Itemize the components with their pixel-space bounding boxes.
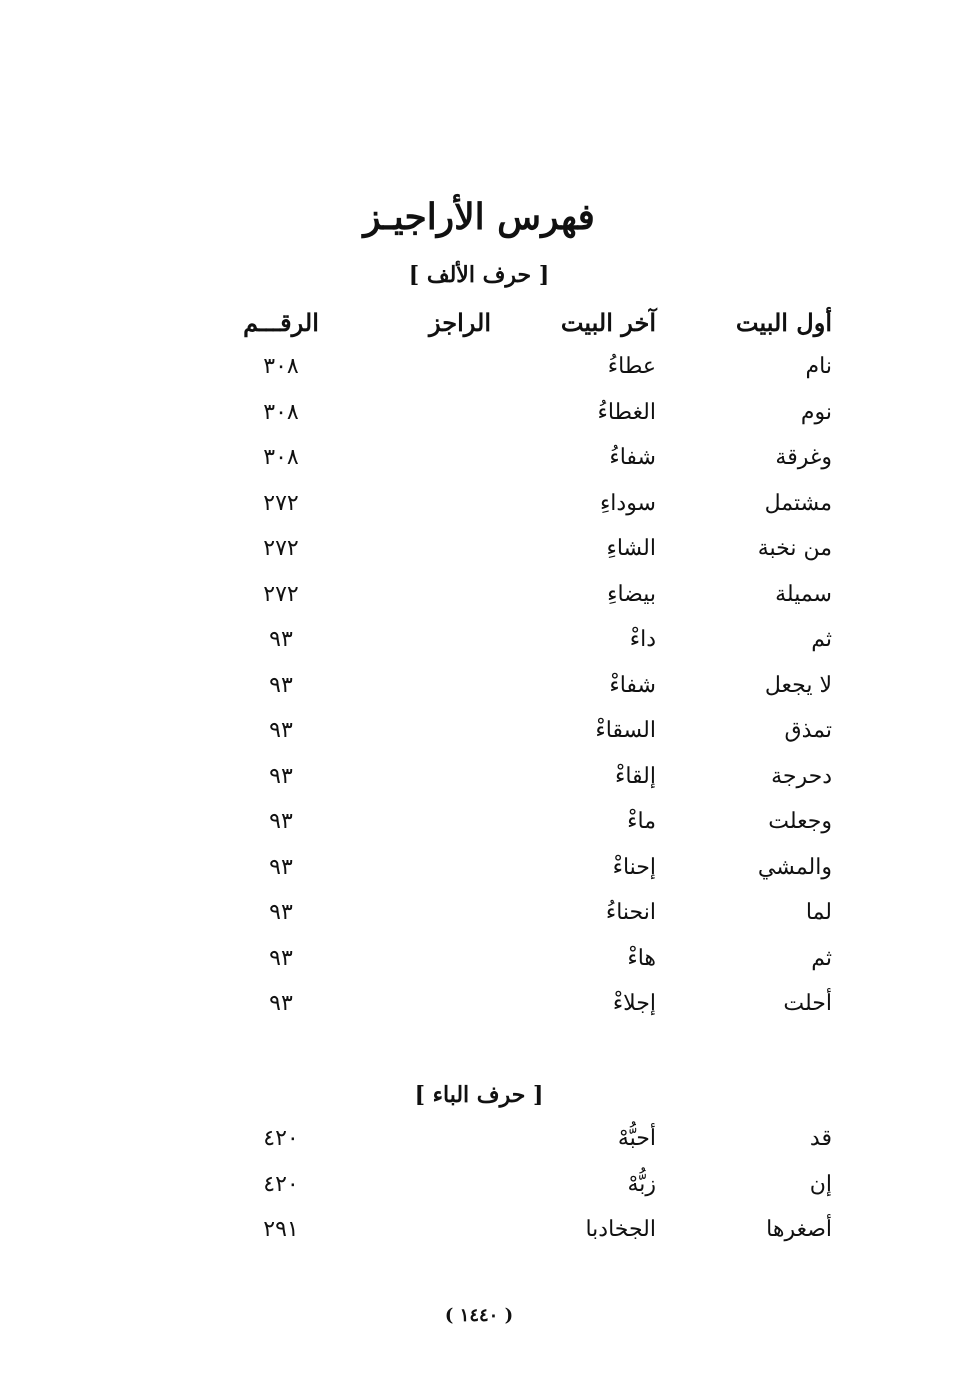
number-cell: ٩٣ [269,627,293,652]
first-verse-cell: ثم [811,627,832,652]
number-cell: ٢٧٢ [263,490,299,516]
section-heading-alif: [ حرف الألف ] [408,262,550,288]
last-verse-cell: الغطاءُ [597,399,656,425]
first-verse-cell: تمذق [784,718,832,743]
first-verse-cell: لا يجعل [764,672,832,698]
first-verse-cell: أحلت [783,991,832,1016]
first-verse-cell: ثم [811,945,832,971]
number-cell: ٩٣ [269,854,293,880]
number-cell: ٤٢٠ [263,1126,299,1151]
first-verse-cell: قد [809,1126,832,1151]
first-verse-cell: من نخبة [757,536,832,561]
number-cell: ٩٣ [269,991,293,1016]
number-cell: ٤٢٠ [263,1171,299,1197]
first-verse-cell: نام [805,354,832,379]
last-verse-cell: ماءْ [627,809,656,834]
first-verse-cell: سميلة [775,581,832,607]
header-poet: الراجز [429,308,491,337]
number-cell: ٩٣ [269,763,293,789]
page-title: فهرس الأراجيـز [363,196,595,238]
last-verse-cell: إجلاءْ [612,991,656,1016]
number-cell: ٣٠٨ [263,445,299,470]
last-verse-cell: الشاءِ [606,536,656,561]
number-cell: ٩٣ [269,672,293,698]
first-verse-cell: أصغرها [766,1217,832,1242]
last-verse-cell: أحبُّهْ [617,1126,656,1151]
last-verse-cell: انحناءُ [605,900,656,925]
last-verse-cell: عطاءُ [607,354,656,379]
first-verse-cell: نوم [800,399,832,425]
first-verse-cell: وجعلت [768,809,832,834]
first-verse-cell: وغرقة [775,445,832,470]
page-number: ( ١٤٤٠ ) [444,1305,514,1326]
last-verse-cell: شفاءْ [609,672,656,698]
first-verse-cell: والمشي [757,854,832,880]
number-cell: ٢٧٢ [263,581,299,607]
number-cell: ٢٩١ [263,1217,299,1242]
header-first-verse: أول البيت [735,308,832,337]
header-last-verse: آخر البيت [560,308,656,337]
last-verse-cell: الجخادبا [585,1217,656,1242]
last-verse-cell: بيضاءِ [607,581,656,607]
last-verse-cell: زبُّهْ [627,1171,656,1197]
last-verse-cell: إحناءْ [612,854,656,880]
first-verse-cell: إن [809,1171,832,1197]
number-cell: ٣٠٨ [263,354,299,379]
number-cell: ٩٣ [269,718,293,743]
first-verse-cell: مشتمل [764,490,832,516]
header-number: الرقـــم [243,308,319,337]
first-verse-cell: دحرجة [771,763,832,789]
first-verse-cell: لما [805,900,832,925]
last-verse-cell: داءْ [629,627,656,652]
number-cell: ٢٧٢ [263,536,299,561]
number-cell: ٩٣ [269,945,293,971]
last-verse-cell: سوداءِ [599,490,656,516]
last-verse-cell: إلقاءْ [615,763,656,789]
last-verse-cell: شفاءُ [609,445,656,470]
number-cell: ٩٣ [269,900,293,925]
section-heading-ba: [ حرف الباء ] [414,1082,544,1108]
last-verse-cell: السقاءْ [595,718,656,743]
number-cell: ٩٣ [269,809,293,834]
last-verse-cell: هاءْ [627,945,656,971]
number-cell: ٣٠٨ [263,399,299,425]
